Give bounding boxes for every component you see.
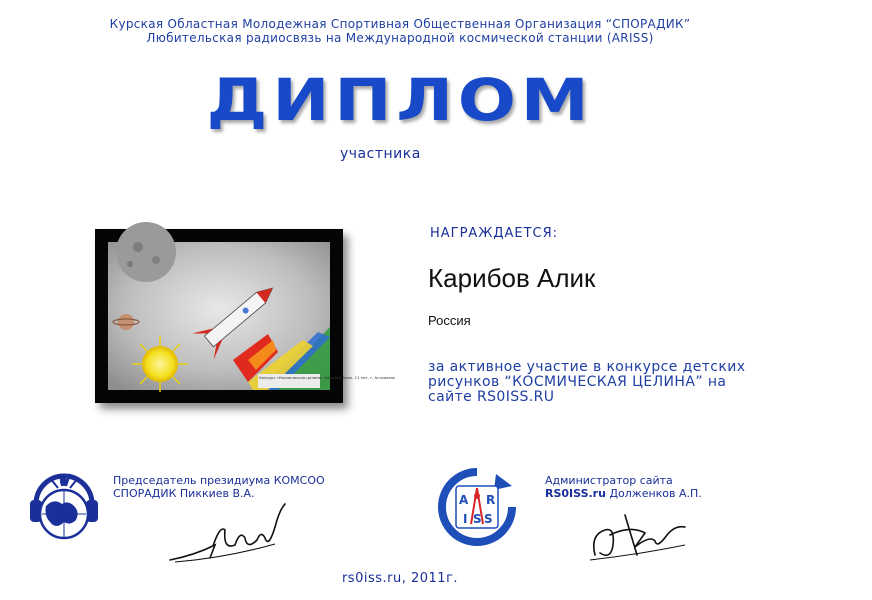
sun-shape — [132, 336, 188, 392]
diploma-subtitle: участника — [340, 146, 421, 162]
diploma-title: ДИПЛОМ — [206, 66, 594, 134]
recipient-name: Карибов Алик — [428, 263, 596, 293]
globe-icon — [26, 464, 102, 554]
ariss-icon — [436, 466, 518, 548]
drawing-illustration — [108, 242, 396, 390]
admin-title-prefix: Администратор сайта — [545, 474, 673, 487]
ariss-logo — [436, 466, 518, 548]
organization-subtitle-line: Любительская радиосвязь на Международной космической станции (ARISS) — [146, 31, 654, 45]
moon-shape — [116, 222, 176, 282]
footer-site-year: rs0iss.ru, 2011г. — [341, 571, 459, 586]
chair-title: Председатель президиума КОМСОО СПОРАДИК Пиккиев В.А. — [113, 474, 325, 500]
awarded-label: НАГРАЖДАЕТСЯ: — [430, 226, 559, 241]
admin-name: Долженков А.П. — [609, 487, 702, 500]
children-drawing-image — [108, 242, 396, 390]
chair-signature — [165, 500, 295, 565]
ariss-letter-a: A — [459, 493, 469, 507]
admin-title — [545, 474, 785, 500]
ariss-letter-i: I — [463, 512, 468, 526]
admin-site: RS0ISS.ru — [545, 487, 606, 500]
award-reason: за активное участие в конкурсе детских рисунков “КОСМИЧЕСКАЯ ЦЕЛИНА” на сайте RS0ISS.RU — [428, 359, 746, 405]
organization-name-line: Курская Областная Молодежная Спортивная Общественная Организация “СПОРАДИК” — [109, 17, 691, 31]
planet-shape — [118, 314, 134, 330]
signature-icon — [585, 505, 695, 565]
admin-signature — [585, 505, 695, 565]
drawing-frame — [95, 229, 396, 403]
komsoo-globe-logo — [26, 464, 102, 554]
recipient-country: Россия — [428, 313, 471, 328]
drawing-caption: Конкурс «Космическая целина» Карибов Алик, 11 лет, г. Астрахань — [259, 375, 396, 380]
ariss-letter-r: R — [486, 493, 496, 507]
signature-icon — [165, 500, 295, 565]
ariss-letter-s2: S — [484, 512, 493, 526]
ariss-letter-s1: S — [473, 512, 482, 526]
